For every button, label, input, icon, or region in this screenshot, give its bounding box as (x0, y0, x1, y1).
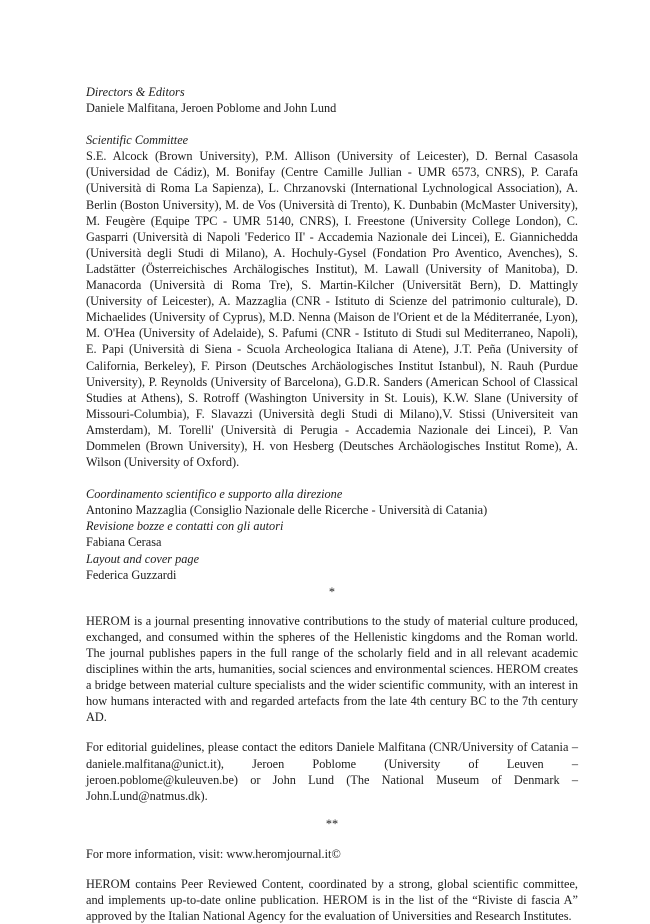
committee-label: Scientific Committee (86, 133, 189, 148)
about-paragraph: HEROM is a journal presenting innovative contributions to the study of material culture produced, exchanged, and consumed within the spheres of the Hellenistic kingdoms and the Roman world. The journal publishes papers in the full range of the scholarly field and in all relevant academic disciplines within the arts, humanities, social sciences and environmental sciences. HEROM creates a bridge between material culture specialists and the wider scientific community, with an interest in how humans interacted with and regarded artefacts from the late 4th century BC to the 7th century AD. (86, 613, 578, 725)
layout-name: Federica Guzzardi (86, 567, 177, 582)
directors-label: Directors & Editors (86, 85, 185, 99)
proofreading-label: Revisione bozze e contatti con gli autori (86, 519, 284, 534)
committee-members: S.E. Alcock (Brown University), P.M. Allison (University of Leicester), D. Bernal Casasola (Universidad de Cádiz), M. Bonifay (Centre Camille Jullian - UMR 6573, CNRS), P. Carafa (Università di Roma La Sapienza), L. Chrzanovski (International Lychnological Association), A. Berlin (Boston University), M. de Vos (Università di Trento), K. Dunbabin (McMaster University), M. Feugère (Equipe TPC - UMR 5140, CNRS), I. Freestone (University College London), C. Gasparri (Università di Napoli 'Federico II' - Accademia Nazionale dei Lincei), E. Giannichedda (Università degli Studi di Milano), A. Hochuly-Gysel (Fondation Pro Aventico, Avenches), S. Ladstätter (Österreichisches Archälogisches Institut), M. Lawall (University of Manitoba), D. Manacorda (Università di Roma Tre), S. Martin-Kilcher (Universität Bern), D. Mattingly (University of Leicester), A. Mazzaglia (CNR - Istituto di Scienze del patrimonio culturale), D. Michaelides (University of Cyprus), M.D. Nenna (Maison de l'Orient et de la Méditerranée, Lyon), M. O'Hea (University of Adelaide), S. Pafumi (CNR - Istituto di Studi sul Mediterraneo, Napoli), E. Papi (Università di Siena - Scuola Archeologica Italiana di Atene), J.T. Peña (University of California, Berkeley), F. Pirson (Deutsches Archäologisches Institut Istanbul), N. Rauh (Purdue University), P. Reynolds (University of Barcelona), G.D.R. Sanders (American School of Classical Studies at Athens), S. Rotroff (Washington University in St. Louis), K.W. Slane (University of Missouri-Columbia), F. Slavazzi (Università degli Studi di Milano),V. Stissi (Universiteit van Amsterdam), M. Torelli' (Università di Perugia - Accademia Nazionale dei Lincei), P. Van Dommelen (Brown University), H. von Hesberg (Deutsches Archäologisches Institut Rome), A. Wilson (University of Oxford). (86, 149, 578, 470)
guidelines-paragraph: For editorial guidelines, please contact the editors Daniele Malfitana (CNR/University of Catania – daniele.malfitana@unict.it), Jeroen Poblome (University of Leuven – jeroen.poblome@kuleuven.be) or John Lund (The National Museum of Denmark – John.Lund@natmus.dk). (86, 740, 578, 803)
directors-section (86, 84, 578, 116)
layout-label: Layout and cover page (86, 551, 200, 566)
directors-names: Daniele Malfitana, Jeroen Poblome and John Lund (86, 101, 337, 116)
coordination-label: Coordinamento scientifico e supporto alla direzione (86, 487, 343, 502)
proofreading-name: Fabiana Cerasa (86, 535, 162, 550)
coordination-name: Antonino Mazzaglia (Consiglio Nazionale delle Ricerche - Università di Catania) (86, 503, 488, 518)
imprint-page (86, 84, 578, 924)
coordination-section (86, 486, 578, 583)
committee-section (86, 132, 578, 470)
separator-single-star: * (328, 584, 336, 599)
more-info-link[interactable]: For more information, visit: www.heromjournal.it© (86, 846, 341, 861)
peer-review-paragraph: HEROM contains Peer Reviewed Content, coordinated by a strong, global scientific committee, and implements up-to-date online publication. HEROM is in the list of the “Riviste di fascia A” approved by the Italian National Agency for the evaluation of Universities and Research Institutes. (86, 877, 578, 924)
separator-double-star: ** (325, 816, 339, 831)
